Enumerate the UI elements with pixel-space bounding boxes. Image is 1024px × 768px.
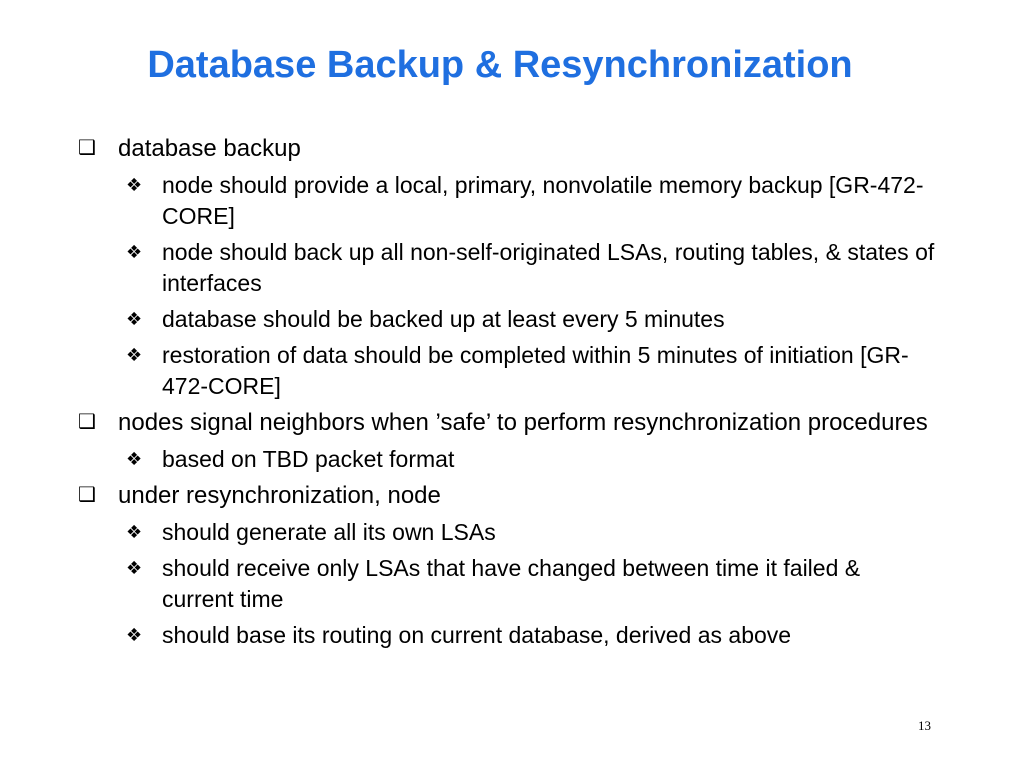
sub-bullet (126, 517, 938, 548)
sub-bullet-text: restoration of data should be completed within 5 minutes of initiation [GR-472-CORE] (162, 342, 909, 399)
diamond-bullet-icon: ❖ (126, 345, 143, 365)
sub-bullet (126, 304, 938, 335)
bullet-text: under resynchronization, node (118, 482, 441, 509)
diamond-bullet-icon: ❖ (126, 558, 143, 578)
page-number: 13 (918, 718, 931, 733)
bullet-text: nodes signal neighbors when ’safe’ to perform resynchronization procedures (118, 409, 928, 436)
sub-bullet-text: database should be backed up at least every 5 minutes (162, 306, 725, 332)
bullet-nodes-signal (78, 407, 938, 438)
sub-bullet-text: should generate all its own LSAs (162, 519, 496, 545)
diamond-bullet-icon: ❖ (126, 625, 143, 645)
sub-bullet-text: should receive only LSAs that have changed between time it failed & current time (162, 555, 861, 612)
sub-bullet (126, 170, 938, 232)
hollow-square-bullet-icon: ❑ (78, 411, 96, 433)
slide-title: Database Backup & Resynchronization (147, 44, 853, 86)
diamond-bullet-icon: ❖ (126, 522, 143, 542)
hollow-square-bullet-icon: ❑ (78, 137, 96, 159)
hollow-square-bullet-icon: ❑ (78, 484, 96, 506)
bullet-database-backup (78, 133, 938, 164)
diamond-bullet-icon: ❖ (126, 175, 143, 195)
diamond-bullet-icon: ❖ (126, 242, 143, 262)
sub-bullet-text: node should provide a local, primary, nonvolatile memory backup [GR-472-CORE] (162, 172, 924, 229)
sub-bullet-text: based on TBD packet format (162, 446, 455, 472)
sub-bullet (126, 237, 938, 299)
sub-bullet-text: node should back up all non-self-originated LSAs, routing tables, & states of interfaces (162, 239, 935, 296)
bullet-text: database backup (118, 135, 301, 162)
sub-bullet-text: should base its routing on current database, derived as above (162, 622, 792, 648)
diamond-bullet-icon: ❖ (126, 309, 143, 329)
slide-content (78, 133, 938, 656)
sub-bullet (126, 620, 938, 651)
sub-bullet (126, 553, 938, 615)
sub-bullet (126, 444, 938, 475)
diamond-bullet-icon: ❖ (126, 449, 143, 469)
bullet-under-resynchronization (78, 480, 938, 511)
sub-bullet (126, 340, 938, 402)
